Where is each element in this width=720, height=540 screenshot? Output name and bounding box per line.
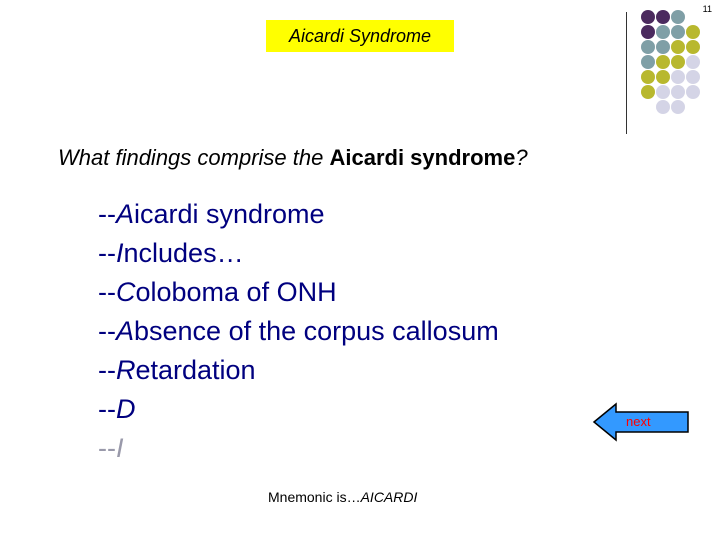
answer-item: --Retardation — [98, 355, 256, 385]
answer-item: --Coloboma of ONH — [98, 277, 337, 307]
decorative-dot — [656, 55, 670, 69]
mnemonic-text — [268, 489, 417, 505]
question-text — [58, 145, 528, 171]
decorative-dot — [671, 25, 685, 39]
decorative-dot — [671, 70, 685, 84]
next-label: next — [626, 414, 651, 429]
answer-item: --Includes… — [98, 238, 244, 268]
decorative-dot — [641, 70, 655, 84]
decorative-dot — [671, 40, 685, 54]
decorative-dot-grid — [0, 0, 720, 120]
answer-item: --Aicardi syndrome — [98, 199, 325, 229]
decorative-dot — [641, 40, 655, 54]
answer-item: --Absence of the corpus callosum — [98, 316, 499, 346]
decorative-dot — [641, 10, 655, 24]
decorative-dot — [656, 40, 670, 54]
decorative-dot — [671, 10, 685, 24]
decorative-dot — [656, 10, 670, 24]
answer-item: --D — [98, 394, 136, 424]
decorative-dot — [686, 25, 700, 39]
answer-item: --I — [98, 433, 124, 463]
decorative-dot — [686, 70, 700, 84]
decorative-dot — [671, 85, 685, 99]
decorative-dot — [656, 100, 670, 114]
decorative-dot — [641, 25, 655, 39]
decorative-dot — [656, 25, 670, 39]
mnemonic-word: AICARDI — [360, 489, 418, 505]
next-button[interactable] — [592, 402, 692, 442]
decorative-dot — [656, 85, 670, 99]
decorative-dot — [641, 85, 655, 99]
decorative-dot — [686, 85, 700, 99]
decorative-dot — [671, 100, 685, 114]
decorative-dot — [686, 40, 700, 54]
mnemonic-label: Mnemonic is… — [268, 489, 361, 505]
decorative-dot — [671, 55, 685, 69]
decorative-dot — [686, 55, 700, 69]
decorative-divider — [626, 12, 627, 134]
slide-number: 11 — [702, 4, 712, 14]
answer-list — [98, 195, 499, 468]
decorative-dot — [641, 55, 655, 69]
question-post: ? — [515, 145, 528, 170]
question-bold: Aicardi syndrome — [329, 145, 516, 170]
question-pre: What findings comprise the — [58, 145, 330, 170]
decorative-dot — [656, 70, 670, 84]
slide-title: Aicardi Syndrome — [266, 20, 454, 52]
